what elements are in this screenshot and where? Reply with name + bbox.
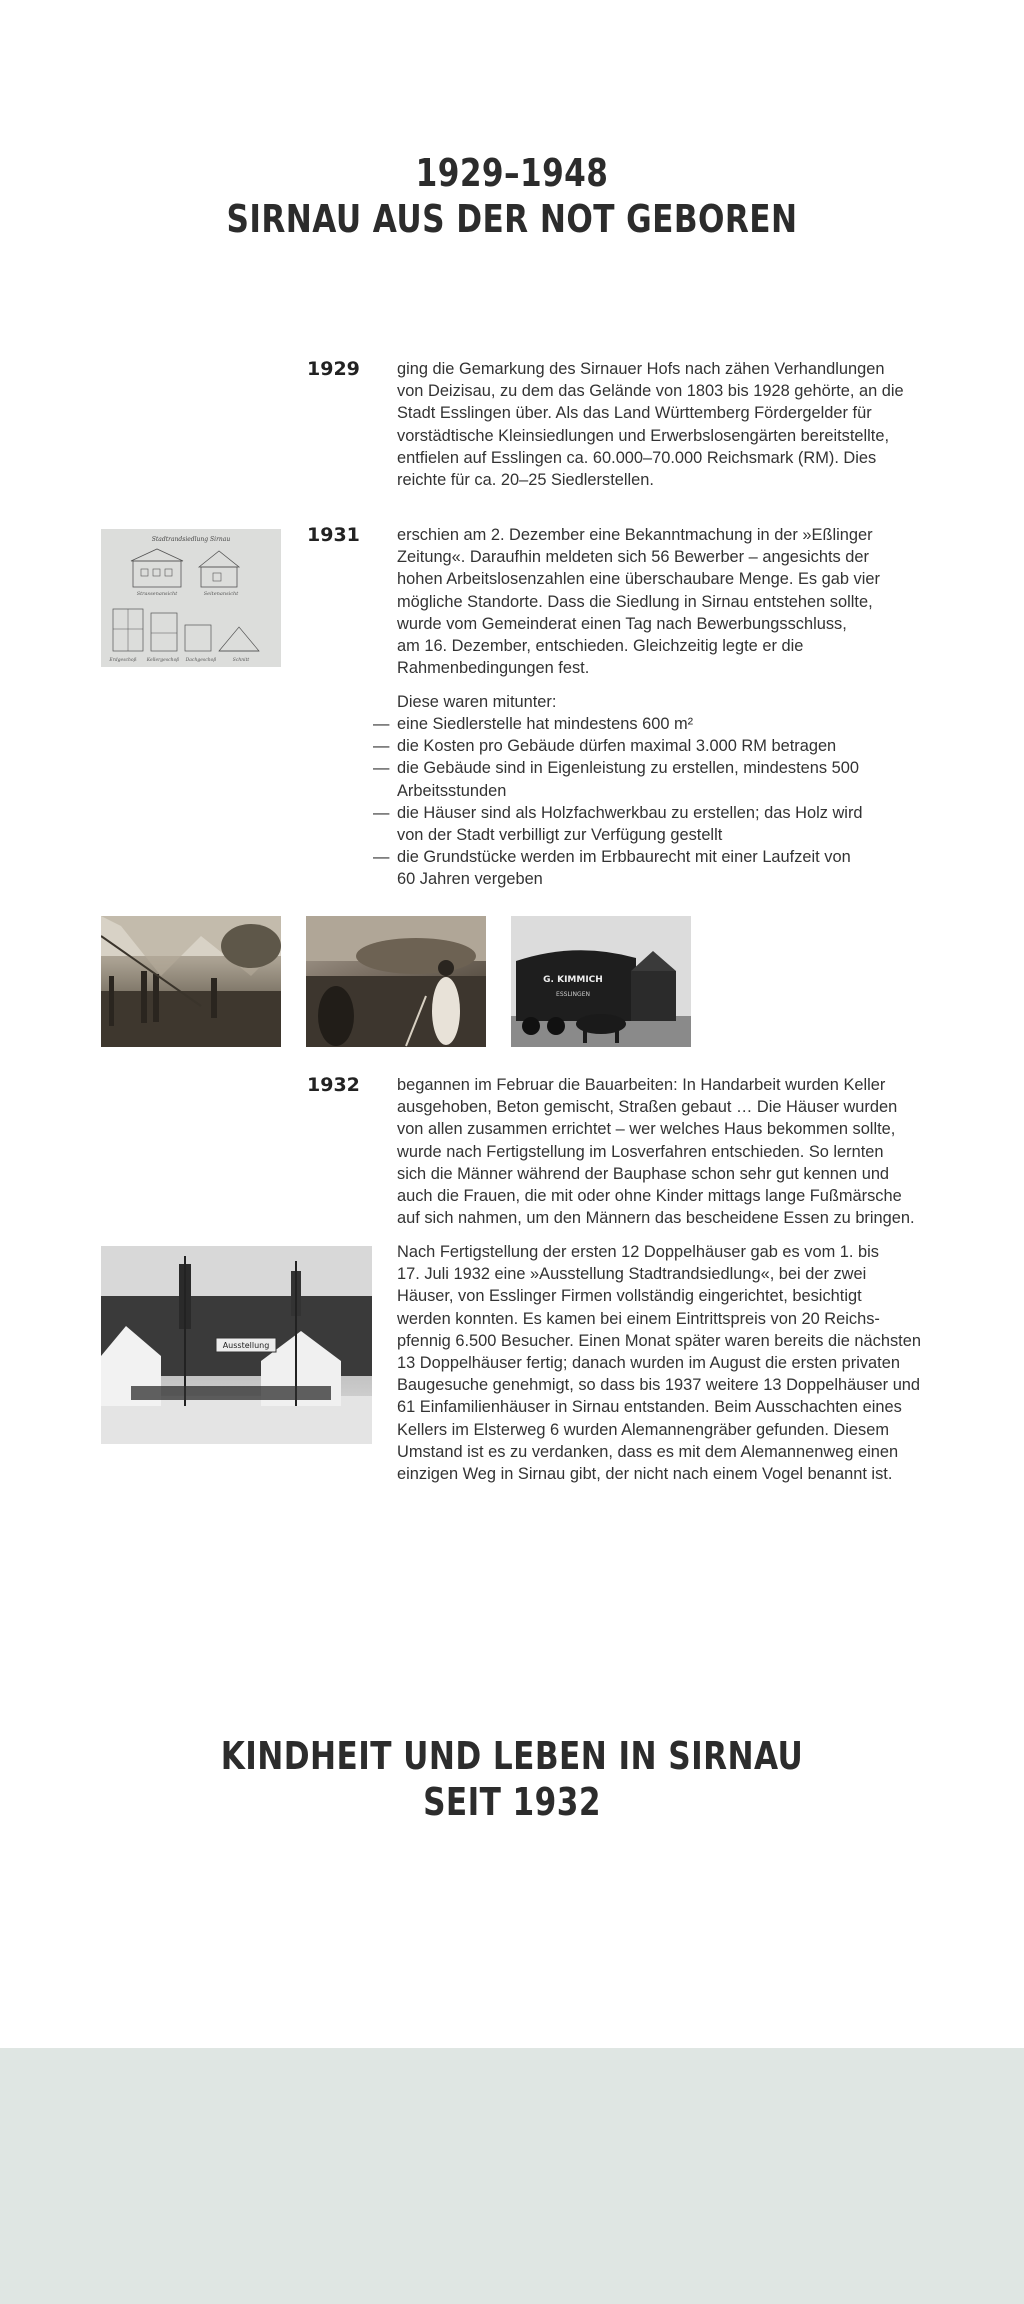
list-item [373,713,933,735]
construction-photo-2 [306,916,486,1047]
paragraph-1932-continued [397,1241,927,1485]
paragraph-1932 [397,1074,927,1229]
section-title-line2: SEIT 1932 [423,1780,601,1824]
paragraph-1929 [397,358,927,491]
text-line: werden konnten. Es kamen bei einem Eintrittspreis von 20 Reichs- [397,1309,880,1328]
text-line: Zeitung«. Daraufhin meldeten sich 56 Bewerber – angesichts der [397,548,869,567]
blueprint-label-section: Schnitt [232,658,250,663]
text-line: von Deizisau, zu dem das Gelände von 1803 bis 1928 gehörte, an die [397,382,904,401]
list-item-line: 60 Jahren vergeben [397,870,543,889]
year-1932: 1932 [307,1074,360,1096]
text-line: am 16. Dezember, entschieden. Gleichzeitig legte er die [397,637,804,656]
list-item [373,846,933,890]
year-1931: 1931 [307,524,360,546]
text-line: Nach Fertigstellung der ersten 12 Doppelhäuser gab es vom 1. bis [397,1243,879,1261]
exhibition-photo-drawing [101,1246,372,1444]
list-item-line: — die Grundstücke werden im Erbbaurecht mit einer Laufzeit von [397,848,851,867]
list-item [373,802,933,846]
list-item-line: — die Gebäude sind in Eigenleistung zu erstellen, mindestens 500 [397,759,859,778]
text-line: Baugesuche genehmigt, so dass bis 1937 weitere 13 Doppelhäuser und [397,1376,921,1395]
text-line: auf sich nahmen, um den Männern das bescheidene Essen zu bringen. [397,1209,915,1228]
text-line: auch die Frauen, die mit oder ohne Kinder mittags lange Fußmärsche [397,1187,902,1206]
text-line: 17. Juli 1932 eine »Ausstellung Stadtrandsiedlung«, bei der zwei [397,1265,867,1284]
text-line: hohen Arbeitslosenzahlen eine überschaubare Menge. Es gab vier [397,570,880,589]
truck-sign: G. KIMMICH [543,975,603,985]
text-line: ging die Gemarkung des Sirnauer Hofs nach zähen Verhandlungen [397,360,885,378]
section-title [92,1733,932,1825]
text-line: von allen zusammen errichtet – wer welches Haus bekommen sollte, [397,1120,896,1139]
blueprint-label-ground: Erdgeschoß [109,658,137,663]
exhibition-sign: Ausstellung [222,1341,270,1350]
text-line: Umstand ist es zu verdanken, dass es mit dem Alemannenweg einen [397,1442,899,1461]
list-intro: Diese waren mitunter: [397,693,557,711]
list-item-line: — die Kosten pro Gebäude dürfen maximal 3.000 RM betragen [397,737,837,756]
list-item-line: — die Häuser sind als Holzfachwerkbau zu erstellen; das Holz wird [397,803,863,822]
construction-photo-2-drawing [306,916,486,1047]
year-1929: 1929 [307,358,360,380]
title-years: 1929–1948 [415,151,609,195]
list-item-line: Arbeitsstunden [397,781,507,800]
list-item [373,735,933,757]
text-line: ausgehoben, Beton gemischt, Straßen gebaut … Die Häuser wurden [397,1098,898,1117]
blueprint-label-attic: Dachgeschoß [185,658,217,663]
text-line: entfielen auf Esslingen ca. 60.000–70.000 Reichsmark (RM). Dies [397,448,877,467]
blueprint-label-street: Strassenansicht [136,591,178,597]
text-line: Rahmenbedingungen fest. [397,659,590,678]
conditions-list [373,713,933,891]
text-line: mögliche Standorte. Dass die Siedlung in Sirnau entstehen sollte, [397,592,873,611]
blueprint-label-side: Seitenansicht [203,591,239,597]
text-line: Häuser, von Esslinger Firmen vollständig eingerichtet, besichtigt [397,1287,862,1306]
text-line: reichte für ca. 20–25 Siedlerstellen. [397,471,654,490]
construction-photo-1-drawing [101,916,281,1047]
text-line: erschien am 2. Dezember eine Bekanntmachung in der »Eßlinger [397,526,873,544]
blueprint-image [101,529,281,667]
text-line: einzigen Weg in Sirnau gibt, der nicht nach einem Vogel benannt ist. [397,1465,893,1484]
blueprint-drawing [101,529,281,667]
section-title-line1: KINDHEIT UND LEBEN IN SIRNAU [220,1734,804,1778]
page-title [92,150,932,242]
truck-sign-sub: ESSLINGEN [556,991,590,998]
text-line: 13 Doppelhäuser fertig; danach wurden im August die ersten privaten [397,1354,900,1373]
truck-photo [511,916,691,1047]
construction-photo-1 [101,916,281,1047]
text-line: 61 Einfamilienhäuser in Sirnau entstanden. Beim Ausschachten eines [397,1398,902,1417]
paragraph-1931 [397,524,927,679]
exhibition-photo [101,1246,372,1444]
text-line: wurde vom Gemeinderat einen Tag nach Bewerbungsschluss, [397,614,847,633]
blueprint-title: Stadtrandsiedlung Sirnau [151,536,231,543]
text-line: Stadt Esslingen über. Als das Land Württemberg Fördergelder für [397,404,872,423]
truck-photo-drawing [511,916,691,1047]
title-subtitle: SIRNAU AUS DER NOT GEBOREN [226,197,798,241]
text-line: sich die Männer während der Bauphase schon sehr gut kennen und [397,1164,890,1183]
footer-band [0,2048,1024,2304]
list-item-line: — eine Siedlerstelle hat mindestens 600 m² [397,715,694,733]
text-line: wurde nach Fertigstellung im Losverfahren entschieden. So lernten [397,1142,884,1161]
text-line: begannen im Februar die Bauarbeiten: In Handarbeit wurden Keller [397,1076,886,1094]
list-item-line: von der Stadt verbilligt zur Verfügung gestellt [397,826,723,845]
blueprint-label-cellar: Kellergeschoß [146,658,180,663]
text-line: Kellers im Elsterweg 6 wurden Alemannengräber gefunden. Diesem [397,1420,889,1439]
list-item [373,757,933,801]
text-line: vorstädtische Kleinsiedlungen und Erwerbslosengärten bereitstellte, [397,426,890,445]
text-line: pfennig 6.500 Besucher. Einen Monat später waren bereits die nächsten [397,1331,921,1350]
